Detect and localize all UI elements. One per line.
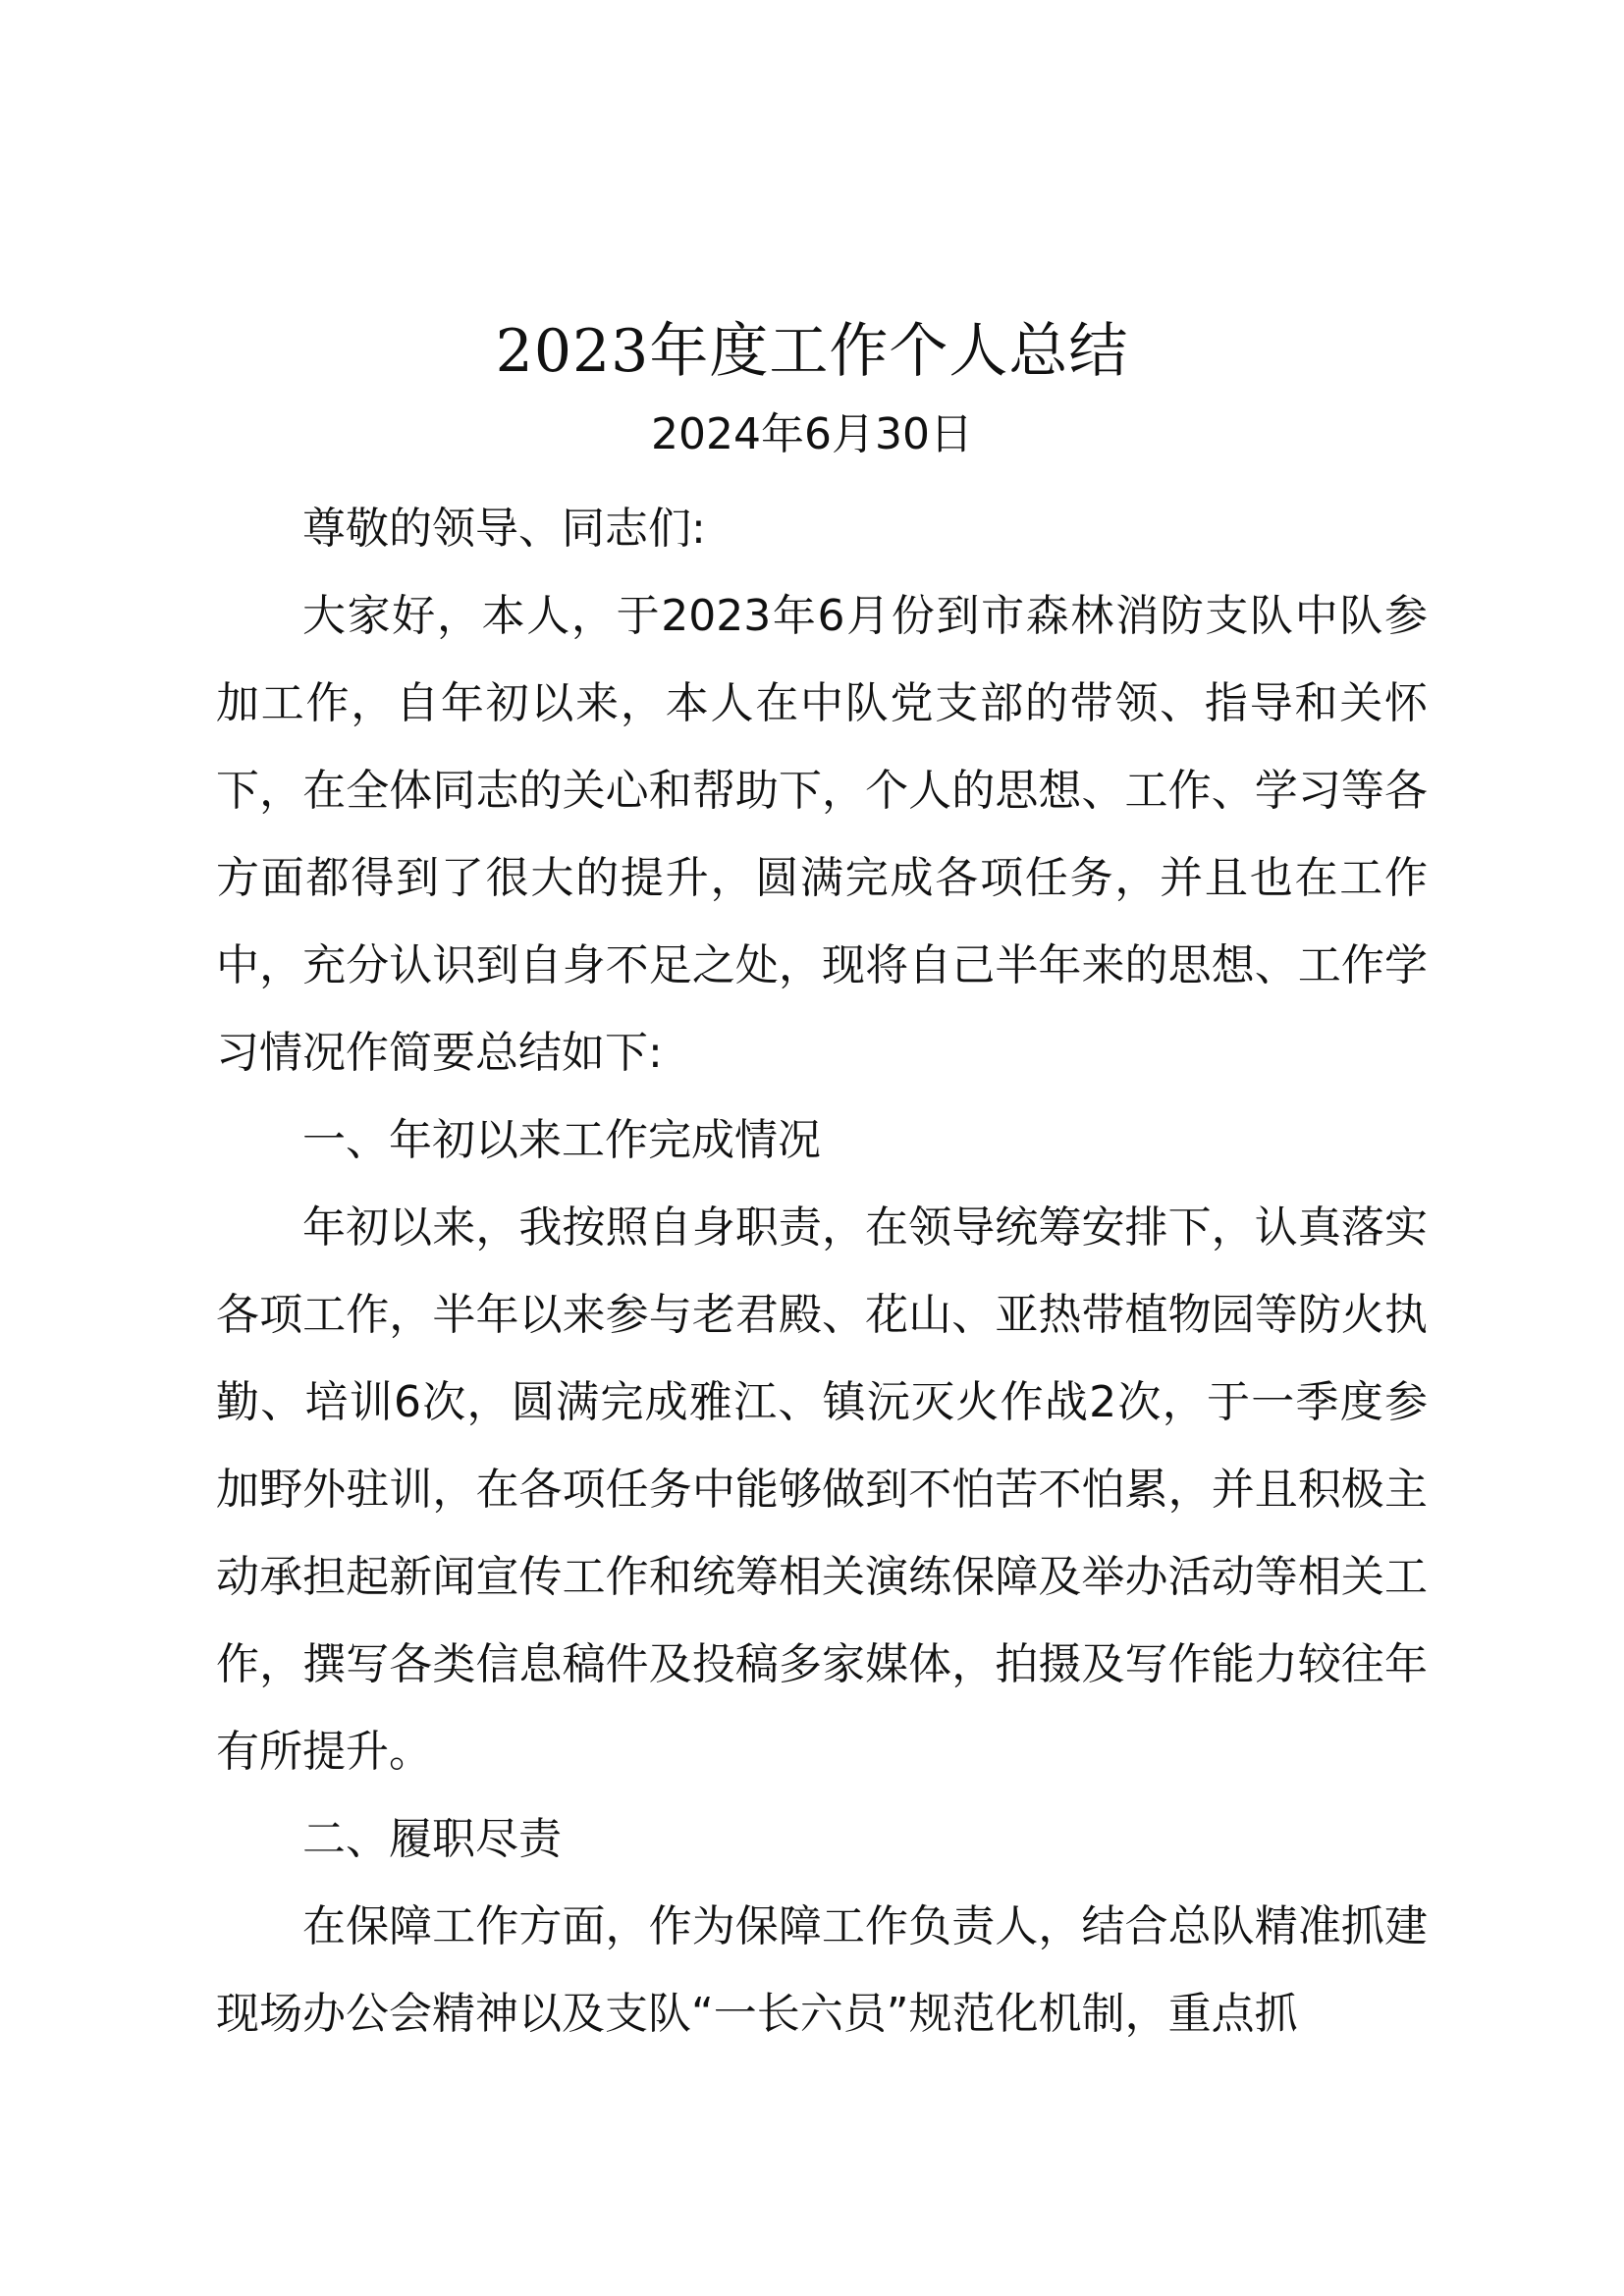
section-1-heading: 一、年初以来工作完成情况	[302, 1115, 821, 1165]
section-1-paragraph: 年初以来，我按照自身职责，在领导统筹安排下，认真落实各项工作，半年以来参与老君殿、花山、亚热带植物园等防火执勤、培训6次，圆满完成雅江、镇沅灭火作战2次，于一季度参加野外驻训，在各项任务中能够做到不怕苦不怕累，并且积极主动承担起新闻宣传工作和统筹相关演练保障及举办活动等相关工作，撰写各类信息稿件及投稿多家媒体，拍摄及写作能力较往年有所提升。	[216, 1202, 1428, 1777]
document-body	[216, 485, 1428, 2057]
section-2-heading: 二、履职尽责	[302, 1814, 562, 1864]
section-2-paragraph: 在保障工作方面，作为保障工作负责人，结合总队精准抓建现场办公会精神以及支队“一长六员”规范化机制，重点抓	[216, 1901, 1428, 2039]
document-title: 2023年度工作个人总结	[495, 317, 1129, 386]
document-date: 2024年6月30日	[651, 409, 973, 459]
intro-paragraph: 大家好，本人，于2023年6月份到市森林消防支队中队参加工作，自年初以来，本人在中队党支部的带领、指导和关怀下，在全体同志的关心和帮助下，个人的思想、工作、学习等各方面都得到了很大的提升，圆满完成各项任务，并且也在工作中，充分认识到自身不足之处，现将自己半年来的思想、工作学习情况作简要总结如下:	[216, 591, 1428, 1078]
salutation: 尊敬的领导、同志们:	[302, 504, 706, 554]
